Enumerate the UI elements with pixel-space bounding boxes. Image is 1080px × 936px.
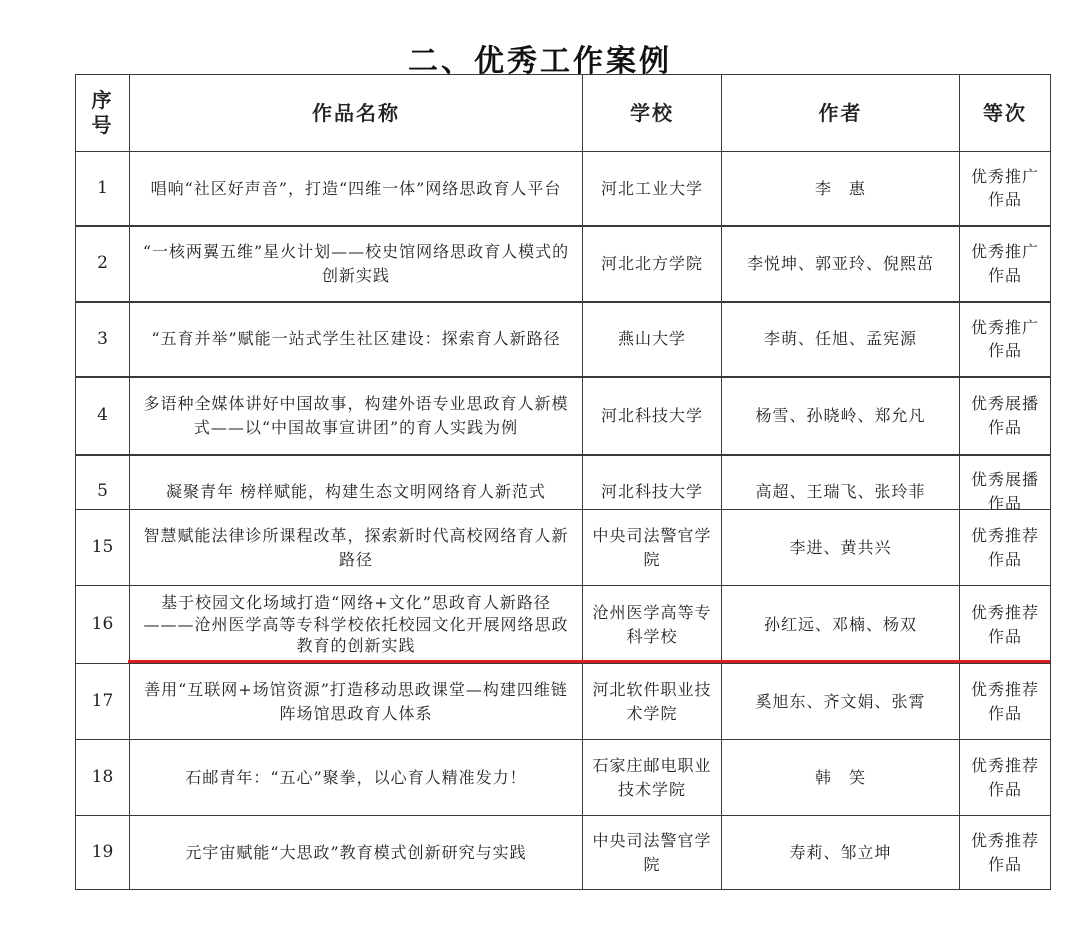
cell-name: “五育并举”赋能一站式学生社区建设：探索育人新路径 [130, 302, 583, 377]
cell-name: 凝聚青年 榜样赋能，构建生态文明网络育人新范式 [130, 455, 583, 511]
cell-name: 善用“互联网+场馆资源”打造移动思政课堂—构建四维链阵场馆思政育人体系 [130, 664, 583, 740]
cell-level: 优秀推荐作品 [960, 816, 1051, 890]
table-row [76, 740, 1051, 816]
cell-name: “一核两翼五维”星火计划——校史馆网络思政育人模式的创新实践 [130, 226, 583, 302]
header-level: 等次 [960, 75, 1051, 152]
cell-author: 韩 笑 [722, 740, 960, 816]
cell-school: 燕山大学 [583, 302, 722, 377]
table-header-row [76, 75, 1051, 152]
cell-name: 元宇宙赋能“大思政”教育模式创新研究与实践 [130, 816, 583, 890]
cell-author: 寿莉、邹立坤 [722, 816, 960, 890]
cell-author: 李萌、任旭、孟宪源 [722, 302, 960, 377]
cell-name: 基于校园文化场域打造“网络+文化”思政育人新路径———沧州医学高等专科学校依托校园文化开展网络思政教育的创新实践 [130, 586, 583, 664]
cell-name: 石邮青年：“五心”聚拳，以心育人精准发力！ [130, 740, 583, 816]
cell-seq: 16 [76, 586, 130, 664]
cases-table-top [75, 74, 1051, 510]
cell-school: 河北科技大学 [583, 377, 722, 455]
cell-author: 杨雪、孙晓岭、郑允凡 [722, 377, 960, 455]
cell-level: 优秀推荐作品 [960, 586, 1051, 664]
cell-author: 李 惠 [722, 152, 960, 226]
cell-author: 高超、王瑞飞、张玲菲 [722, 455, 960, 511]
cell-name: 智慧赋能法律诊所课程改革，探索新时代高校网络育人新路径 [130, 510, 583, 586]
cell-level: 优秀展播作品 [960, 377, 1051, 455]
cell-school: 沧州医学高等专科学校 [583, 586, 722, 664]
table-row [76, 226, 1051, 302]
cell-seq: 18 [76, 740, 130, 816]
header-seq: 序号 [76, 75, 130, 152]
cell-level: 优秀推广作品 [960, 226, 1051, 302]
cell-seq: 17 [76, 664, 130, 740]
cell-level: 优秀推广作品 [960, 302, 1051, 377]
cell-seq: 2 [76, 226, 130, 302]
cell-level: 优秀推荐作品 [960, 510, 1051, 586]
cell-author: 奚旭东、齐文娟、张霄 [722, 664, 960, 740]
header-author: 作者 [722, 75, 960, 152]
cell-school: 中央司法警官学院 [583, 510, 722, 586]
cell-level: 优秀推荐作品 [960, 740, 1051, 816]
page-title: 二、优秀工作案例 [408, 44, 672, 79]
cell-level: 优秀推荐作品 [960, 664, 1051, 740]
header-school: 学校 [583, 75, 722, 152]
table-row [76, 302, 1051, 377]
cell-school: 石家庄邮电职业技术学院 [583, 740, 722, 816]
cell-seq: 15 [76, 510, 130, 586]
cell-seq: 19 [76, 816, 130, 890]
cell-author: 李悦坤、郭亚玲、倪熙茁 [722, 226, 960, 302]
cell-seq: 1 [76, 152, 130, 226]
cell-author: 孙红远、邓楠、杨双 [722, 586, 960, 664]
highlight-line [128, 660, 1050, 663]
table-row [76, 816, 1051, 890]
cell-school: 河北科技大学 [583, 455, 722, 511]
cell-name: 多语种全媒体讲好中国故事，构建外语专业思政育人新模式——以“中国故事宣讲团”的育人实践为例 [130, 377, 583, 455]
cell-author: 李进、黄共兴 [722, 510, 960, 586]
table-row [76, 377, 1051, 455]
table-row [76, 586, 1051, 664]
table-row [76, 664, 1051, 740]
cell-school: 河北软件职业技术学院 [583, 664, 722, 740]
cell-school: 河北北方学院 [583, 226, 722, 302]
header-name: 作品名称 [130, 75, 583, 152]
cell-seq: 4 [76, 377, 130, 455]
table-row [76, 510, 1051, 586]
cell-school: 中央司法警官学院 [583, 816, 722, 890]
cell-name: 唱响“社区好声音”，打造“四维一体”网络思政育人平台 [130, 152, 583, 226]
cases-table-bottom [75, 509, 1051, 890]
cell-school: 河北工业大学 [583, 152, 722, 226]
table-row [76, 152, 1051, 226]
cell-seq: 5 [76, 455, 130, 511]
cell-level: 优秀展播作品 [960, 455, 1051, 511]
cell-level: 优秀推广作品 [960, 152, 1051, 226]
cell-seq: 3 [76, 302, 130, 377]
table-row [76, 455, 1051, 511]
